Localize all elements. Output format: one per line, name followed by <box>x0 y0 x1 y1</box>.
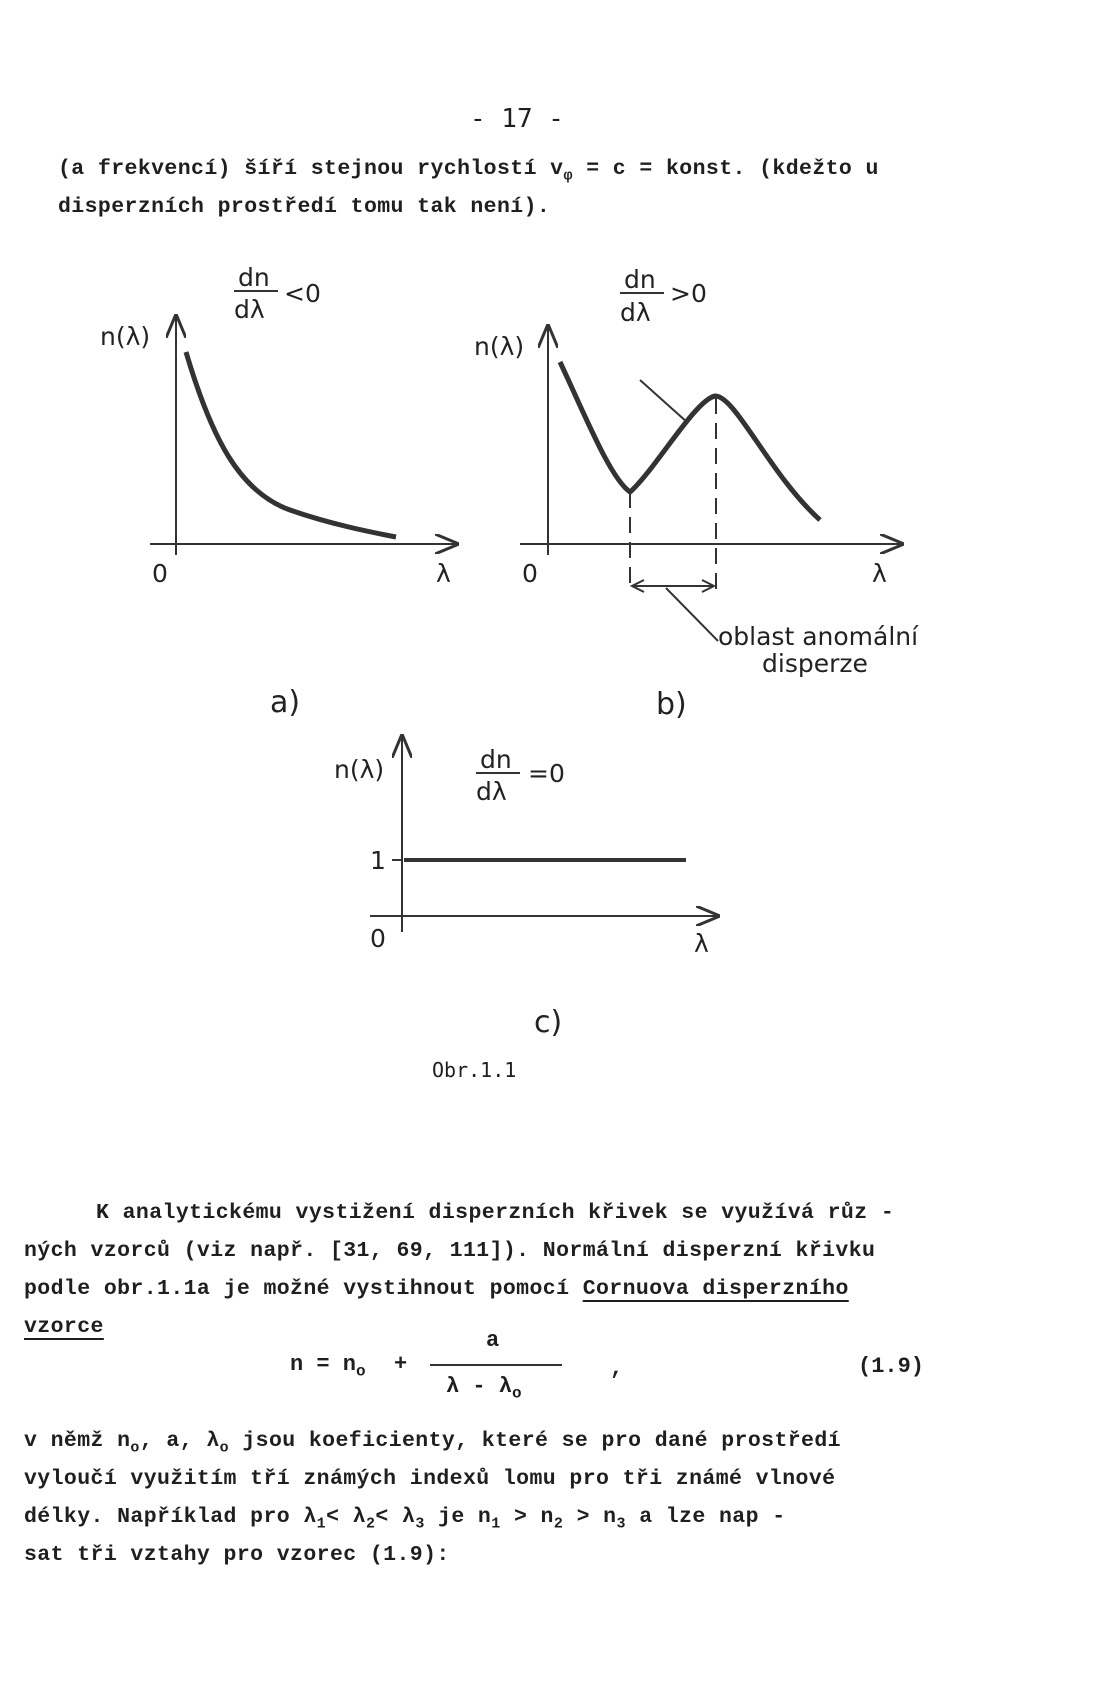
closing-text: > n <box>500 1505 554 1529</box>
closing-text: , a, λ <box>139 1429 220 1453</box>
panel-b-annotation-line-2: disperze <box>762 649 868 678</box>
figure-caption: Obr.1.1 <box>432 1058 517 1082</box>
subscript: 2 <box>365 1515 376 1533</box>
eq-lhs-text: n = n <box>290 1352 357 1377</box>
panel-a-cond-rel: <0 <box>284 279 321 308</box>
intro-text: = c = konst. (kdežto u <box>572 157 879 181</box>
eq-denominator <box>446 1374 522 1402</box>
panel-c-cond-rel: =0 <box>528 759 565 788</box>
intro-line-2: disperzních prostředí tomu tak není). <box>58 195 551 219</box>
cornu-formula-term: Cornuova disperzního <box>582 1277 849 1301</box>
closing-line-1 <box>24 1424 841 1465</box>
eq-numerator: a <box>486 1328 500 1353</box>
panel-b-label: b) <box>656 687 687 722</box>
closing-line-4: sat tři vztahy pro vzorec (1.9): <box>24 1543 450 1567</box>
panel-c-cond-den: dλ <box>476 777 507 806</box>
subscript: o <box>219 1439 230 1457</box>
panel-a-origin: 0 <box>152 559 168 588</box>
panel-c-cond-num: dn <box>480 745 512 774</box>
panel-b-cond-den: dλ <box>620 298 651 327</box>
closing-text: v němž n <box>24 1429 131 1453</box>
cornu-formula-term-end: vzorce <box>24 1315 104 1339</box>
panel-b-cond-num: dn <box>624 265 656 294</box>
body-line-1: K analytickému vystižení disperzních křivek se využívá růz - <box>96 1201 895 1225</box>
subscript: 2 <box>553 1515 564 1533</box>
closing-text: jsou koeficienty, které se pro dané prostředí <box>229 1429 841 1453</box>
subscript: 3 <box>616 1515 626 1533</box>
panel-b-cond-rel: >0 <box>670 279 707 308</box>
panel-c-origin: 0 <box>370 924 386 953</box>
panel-a-label: a) <box>270 685 301 720</box>
eq-comma: , <box>610 1356 624 1381</box>
closing-line-3 <box>24 1500 786 1541</box>
eq-den-text: λ - λ <box>446 1374 513 1399</box>
panel-b-y-label: n(λ) <box>474 332 525 361</box>
panel-a-x-label: λ <box>436 559 451 588</box>
eq-fraction-bar <box>430 1364 562 1366</box>
panel-c-y-label: n(λ) <box>334 755 385 784</box>
subscript: 1 <box>491 1515 501 1533</box>
eq-lhs <box>290 1352 366 1380</box>
panel-b-annotation-line-1: oblast anomální <box>718 622 919 651</box>
panel-b-x-label: λ <box>872 559 887 588</box>
eq-den-subscript: o <box>512 1384 522 1403</box>
eq-number: (1.9) <box>858 1354 925 1379</box>
subscript: φ <box>563 167 573 185</box>
panel-c-x-label: λ <box>694 929 709 958</box>
closing-line-2: vyloučí využitím tří známých indexů lomu pro tři známé vlnové <box>24 1467 836 1491</box>
closing-text: < λ <box>375 1505 416 1529</box>
closing-text: > n <box>563 1505 617 1529</box>
panel-a-y-label: n(λ) <box>100 322 151 351</box>
subscript: o <box>130 1439 140 1457</box>
subscript: 1 <box>316 1515 327 1533</box>
intro-text: (a frekvencí) šíří stejnou rychlostí v <box>58 157 564 181</box>
subscript: 3 <box>415 1515 425 1533</box>
closing-text: je n <box>424 1505 492 1529</box>
eq-plus: + <box>394 1352 408 1377</box>
panel-a-cond-den: dλ <box>234 295 265 324</box>
panel-c-y-tick-label: 1 <box>370 846 386 875</box>
closing-text: a lze nap - <box>625 1505 786 1529</box>
page-number: - 17 - <box>470 104 564 134</box>
eq-lhs-subscript: o <box>356 1362 366 1381</box>
panel-b-origin: 0 <box>522 559 538 588</box>
closing-text: délky. Například pro λ <box>24 1505 317 1529</box>
panel-c-label: c) <box>534 1005 563 1040</box>
body-line-2: ných vzorců (viz např. [31, 69, 111]). Normální disperzní křivku <box>24 1239 876 1263</box>
panel-a-cond-num: dn <box>238 263 270 292</box>
body-text: podle obr.1.1a je možné vystihnout pomocí <box>24 1277 583 1301</box>
closing-text: < λ <box>326 1505 366 1529</box>
